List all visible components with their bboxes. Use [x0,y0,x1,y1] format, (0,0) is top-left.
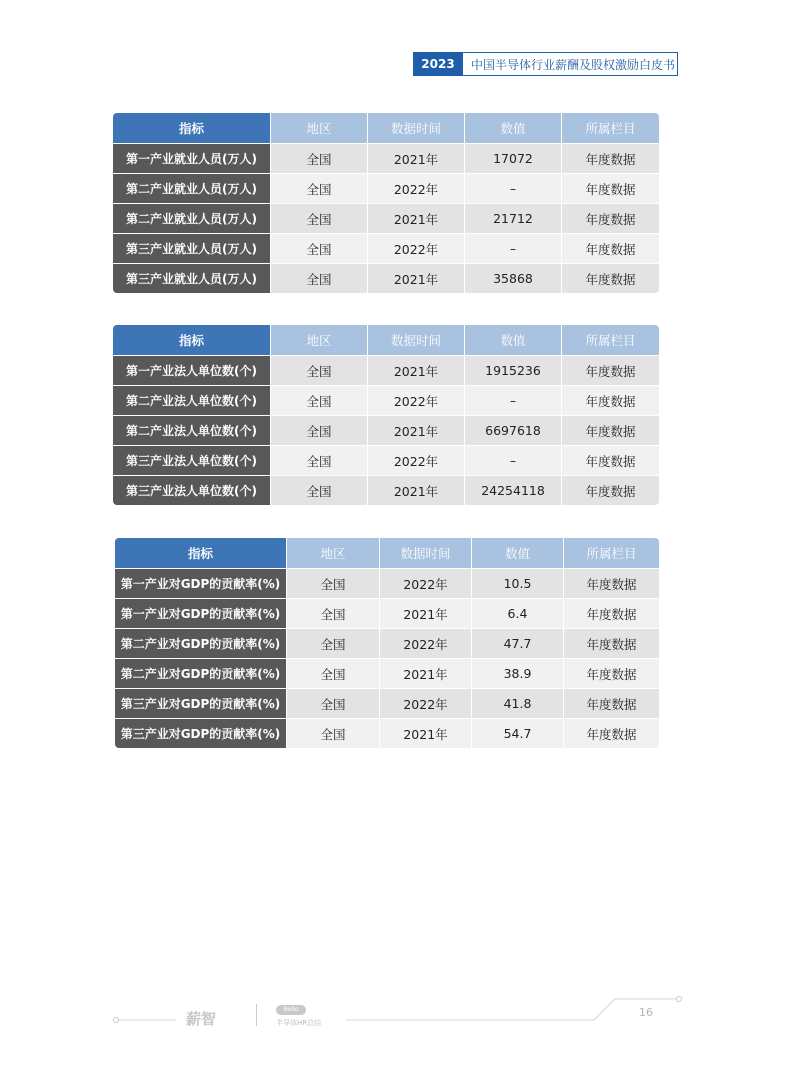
cell-value: – [464,385,561,415]
report-year: 2023 [413,52,463,76]
table-row [115,598,659,628]
report-header [413,52,678,76]
col-header-indicator: 指标 [113,113,270,143]
cell-category: 年度数据 [563,568,659,598]
cell-region: 全国 [270,355,367,385]
cell-indicator: 第三产业对GDP的贡献率(%) [115,688,286,718]
cell-time: 2021年 [379,658,471,688]
cell-time: 2022年 [379,568,471,598]
page-number: 16 [639,1006,653,1019]
cell-region: 全国 [270,445,367,475]
cell-time: 2021年 [367,355,464,385]
table-row [115,568,659,598]
cell-time: 2021年 [367,415,464,445]
cell-region: 全国 [286,598,379,628]
cell-region: 全国 [270,415,367,445]
table-row [113,445,659,475]
cell-value: 41.8 [471,688,563,718]
cell-time: 2021年 [367,263,464,293]
col-header-region: 地区 [270,325,367,355]
cell-time: 2021年 [379,598,471,628]
cell-value: 1915236 [464,355,561,385]
cell-time: 2021年 [379,718,471,748]
col-header-region: 地区 [270,113,367,143]
cell-category: 年度数据 [561,263,659,293]
gdp-contribution-table [115,538,659,748]
cell-region: 全国 [286,718,379,748]
cell-category: 年度数据 [561,475,659,505]
cell-indicator: 第二产业对GDP的贡献率(%) [115,628,286,658]
cell-category: 年度数据 [563,598,659,628]
table-row [115,718,659,748]
footer-decoration-lines [0,990,793,1040]
cell-time: 2021年 [367,143,464,173]
cell-region: 全国 [270,263,367,293]
cell-category: 年度数据 [563,718,659,748]
cell-category: 年度数据 [563,688,659,718]
cell-region: 全国 [270,173,367,203]
col-header-time: 数据时间 [367,113,464,143]
cell-region: 全国 [270,203,367,233]
cell-category: 年度数据 [563,628,659,658]
col-header-value: 数值 [471,538,563,568]
cell-value: – [464,233,561,263]
cell-region: 全国 [286,628,379,658]
cell-category: 年度数据 [561,143,659,173]
cell-indicator: 第三产业对GDP的贡献率(%) [115,718,286,748]
table-row [113,143,659,173]
col-header-category: 所属栏目 [561,113,659,143]
cell-indicator: 第二产业对GDP的贡献率(%) [115,658,286,688]
table-row [113,415,659,445]
cell-time: 2022年 [367,173,464,203]
table-row [113,233,659,263]
table-row [115,628,659,658]
page-footer [0,990,793,1040]
cell-region: 全国 [270,233,367,263]
table-row [113,385,659,415]
cell-region: 全国 [286,658,379,688]
cell-indicator: 第二产业就业人员(万人) [113,203,270,233]
table-row [115,658,659,688]
table-row [113,263,659,293]
table-row [115,688,659,718]
cell-time: 2022年 [367,385,464,415]
cell-category: 年度数据 [563,658,659,688]
col-header-category: 所属栏目 [561,325,659,355]
cell-value: 24254118 [464,475,561,505]
cell-region: 全国 [286,568,379,598]
col-header-time: 数据时间 [379,538,471,568]
cell-value: 6697618 [464,415,561,445]
cell-time: 2022年 [379,688,471,718]
cell-category: 年度数据 [561,233,659,263]
cell-value: 10.5 [471,568,563,598]
cell-indicator: 第一产业法人单位数(个) [113,355,270,385]
cell-time: 2022年 [367,445,464,475]
cell-indicator: 第二产业法人单位数(个) [113,385,270,415]
table-row [113,203,659,233]
legal-entity-table [113,325,659,505]
cell-category: 年度数据 [561,203,659,233]
cell-indicator: 第三产业就业人员(万人) [113,263,270,293]
cell-time: 2022年 [379,628,471,658]
cell-indicator: 第一产业对GDP的贡献率(%) [115,598,286,628]
col-header-value: 数值 [464,325,561,355]
col-header-indicator: 指标 [113,325,270,355]
cell-value: 47.7 [471,628,563,658]
employment-table [113,113,659,293]
cell-value: 38.9 [471,658,563,688]
cell-indicator: 第一产业对GDP的贡献率(%) [115,568,286,598]
report-title: 中国半导体行业薪酬及股权激励白皮书 [463,52,678,76]
cell-time: 2022年 [367,233,464,263]
cell-region: 全国 [270,385,367,415]
table-row [113,475,659,505]
cell-indicator: 第三产业法人单位数(个) [113,475,270,505]
cell-region: 全国 [270,143,367,173]
footer-divider [256,1004,257,1026]
cell-category: 年度数据 [561,415,659,445]
cell-value: 6.4 [471,598,563,628]
bello-logo-badge: Bello [276,1005,306,1015]
cell-region: 全国 [270,475,367,505]
cell-indicator: 第二产业法人单位数(个) [113,415,270,445]
col-header-time: 数据时间 [367,325,464,355]
table-row [113,355,659,385]
col-header-indicator: 指标 [115,538,286,568]
col-header-value: 数值 [464,113,561,143]
cell-region: 全国 [286,688,379,718]
xinzhi-logo: 薪智 [186,1010,217,1028]
cell-indicator: 第三产业法人单位数(个) [113,445,270,475]
cell-value: 17072 [464,143,561,173]
cell-value: – [464,173,561,203]
cell-category: 年度数据 [561,355,659,385]
cell-time: 2021年 [367,203,464,233]
cell-indicator: 第二产业就业人员(万人) [113,173,270,203]
cell-value: – [464,445,561,475]
cell-value: 21712 [464,203,561,233]
col-header-category: 所属栏目 [563,538,659,568]
cell-time: 2021年 [367,475,464,505]
cell-category: 年度数据 [561,445,659,475]
cell-category: 年度数据 [561,385,659,415]
col-header-region: 地区 [286,538,379,568]
cell-indicator: 第一产业就业人员(万人) [113,143,270,173]
cell-category: 年度数据 [561,173,659,203]
cell-value: 54.7 [471,718,563,748]
bello-logo-text: 半导体HR总结 [276,1019,322,1027]
cell-value: 35868 [464,263,561,293]
table-row [113,173,659,203]
cell-indicator: 第三产业就业人员(万人) [113,233,270,263]
